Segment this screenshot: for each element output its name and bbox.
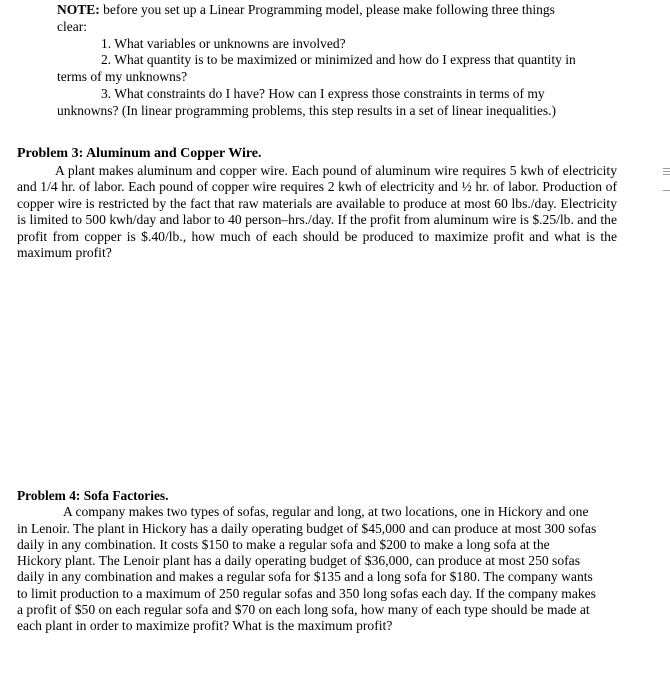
problem-3-heading: Problem 3: Aluminum and Copper Wire. (17, 146, 262, 161)
note-intro-text: before you set up a Linear Programming model, please make following three things clear: (57, 2, 555, 34)
problem-3-section (17, 146, 617, 262)
note-item-1: 1. What variables or unknowns are involved? (101, 35, 346, 51)
edge-mark (663, 168, 670, 169)
edge-mark (663, 190, 670, 191)
problem-4-heading: Problem 4: Sofa Factories. (17, 488, 169, 503)
note-section (57, 2, 577, 120)
edge-mark (663, 171, 670, 172)
problem-4-section (17, 488, 597, 635)
problem-4-body: A company makes two types of sofas, regular and long, at two locations, one in Hickory and one in Lenoir. The plant in Hickory has a daily operating budget of $45,000 and can produce at most 300 sofas daily in any combination. It costs $150 to make a regular sofa and $200 to make a long sofa at the Hickory plant. The Lenoir plant has a daily operating budget of $36,000, can produce at most 250 sofas daily in any combination and makes a regular sofa for $135 and a long sofa for $180. The company wants to limit production to a maximum of 250 regular sofas and 350 long sofas each day. If the company makes a profit of $50 on each regular sofa and $70 on each long sofa, how many of each type should be made at each plant in order to maximize profit? What is the maximum profit? (17, 504, 597, 634)
note-intro (57, 2, 577, 36)
problem-3-body: A plant makes aluminum and copper wire. Each pound of aluminum wire requires 5 kwh of electricity and 1/4 hr. of labor. Each pound of copper wire requires 2 kwh of electricity and ½ hr. of labor. Production of copper wire is restricted by the fact that raw materials are available to produce at most 60 lbs./day. Electricity is limited to 500 kwh/day and labor to 40 person–hrs./day. If the profit from aluminum wire is $.25/lb. and the profit from copper is $.40/lb., how much of each should be produced to maximize profit and what is the maximum profit? (17, 162, 617, 260)
note-label: NOTE: (57, 2, 100, 17)
note-item-2: 2. What quantity is to be maximized or minimized and how do I express that quantity in terms of my unknowns? (57, 52, 576, 85)
edge-mark (663, 174, 670, 175)
note-item-3: 3. What constraints do I have? How can I express those constraints in terms of my unknowns? (In linear programming problems, this step results in a set of linear inequalities.) (57, 85, 557, 118)
